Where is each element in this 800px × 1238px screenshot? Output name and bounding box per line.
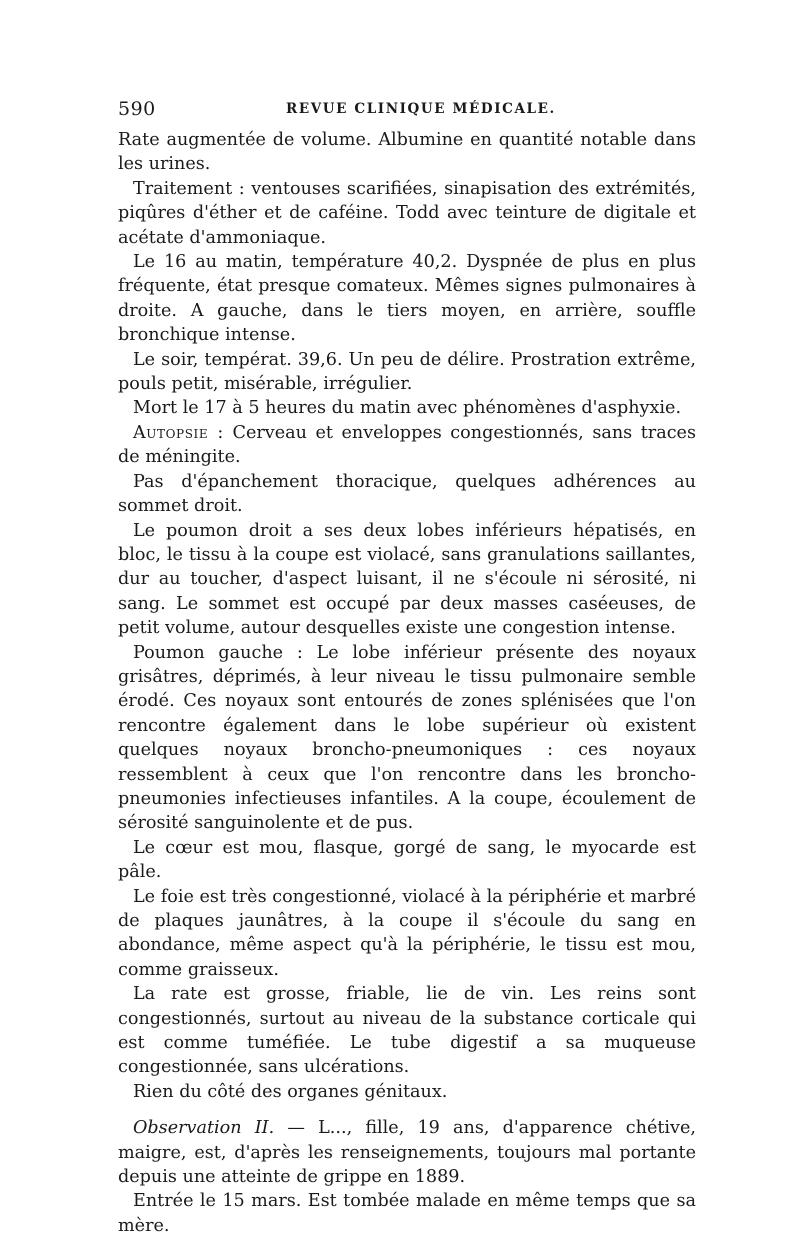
paragraph-observation-2 — [118, 1116, 696, 1189]
paragraph-epanchement: Pas d'épanchement thoracique, quelques adhérences au sommet droit. — [118, 471, 696, 517]
page-number: 590 — [118, 98, 156, 120]
observation-text: — L..., fille, 19 ans, d'apparence chétive, maigre, est, d'après les renseignements, toujours mal portante depuis une atteinte de grippe en 1889. — [118, 1118, 696, 1188]
paragraph-rate-reins: La rate est grosse, friable, lie de vin. Les reins sont congestionnés, surtout au niveau de la substance corticale qui est comme tuméfiée. Le tube digestif a sa muqueuse congestionnée, sans ulcérations. — [118, 984, 696, 1078]
autopsie-text: Cerveau et enveloppes congestionnés, sans traces de méningite. — [118, 422, 696, 468]
paragraph-le-16: Le 16 au matin, température 40,2. Dyspnée de plus en plus fréquente, état presque comateux. Mêmes signes pulmonaires à droite. A gauche, dans le tiers moyen, en arrière, souffle bronchique intense. — [118, 252, 696, 346]
book-page — [118, 96, 696, 1238]
autopsie-label: Autopsie : — [133, 422, 224, 443]
paragraph-foie: Le foie est très congestionné, violacé à la périphérie et marbré de plaques jaunâtres, à la coupe il s'écoule du sang en abondance, même aspect qu'à la périphérie, le tissu est mou, comme graisseux. — [118, 886, 696, 980]
paragraph-poumon-droit: Le poumon droit a ses deux lobes inférieurs hépatisés, en bloc, le tissu à la coupe est violacé, sans granulations saillantes, dur au toucher, d'aspect luisant, il ne s'écoule ni sérosité, ni sang. Le sommet est occupé par deux masses caséeuses, de petit volume, autour desquelles existe une congestion intense. — [118, 520, 696, 639]
running-head — [118, 96, 696, 126]
paragraph-coeur: Le cœur est mou, flasque, gorgé de sang, le myocarde est pâle. — [118, 837, 696, 883]
paragraph-rate-urines: Rate augmentée de volume. Albumine en quantité notable dans les urines. — [118, 130, 696, 175]
paragraph-entree: Entrée le 15 mars. Est tombée malade en même temps que sa mère. — [118, 1191, 696, 1236]
paragraph-organes-genitaux: Rien du côté des organes génitaux. — [133, 1081, 448, 1102]
journal-title: REVUE CLINIQUE MÉDICALE. — [286, 101, 556, 117]
paragraph-autopsie — [118, 421, 696, 470]
body-text — [118, 128, 696, 1238]
paragraph-poumon-gauche: Poumon gauche : Le lobe inférieur présente des noyaux grisâtres, déprimés, à leur niveau le tissu pulmonaire semble érodé. Ces noyaux sont entourés de zones splénisées que l'on rencontre également dans le lobe supérieur où existent quelques noyaux broncho-pneumoniques : ces noyaux ressemblent à ceux que l'on rencontre dans les broncho-pneumonies infectieuses infantiles. A la coupe, écoulement de sérosité sanguinolente et de pus. — [118, 642, 696, 834]
paragraph-traitement: Traitement : ventouses scarifiées, sinapisation des extrémités, piqûres d'éther et de caféine. Todd avec teinture de digitale et acétate d'ammoniaque. — [118, 178, 696, 248]
paragraph-le-soir: Le soir, températ. 39,6. Un peu de délire. Prostration extrême, pouls petit, misérable, irrégulier. — [118, 349, 696, 395]
observation-title: Observation II. — [133, 1118, 275, 1139]
paragraph-mort: Mort le 17 à 5 heures du matin avec phénomènes d'asphyxie. — [133, 398, 682, 419]
